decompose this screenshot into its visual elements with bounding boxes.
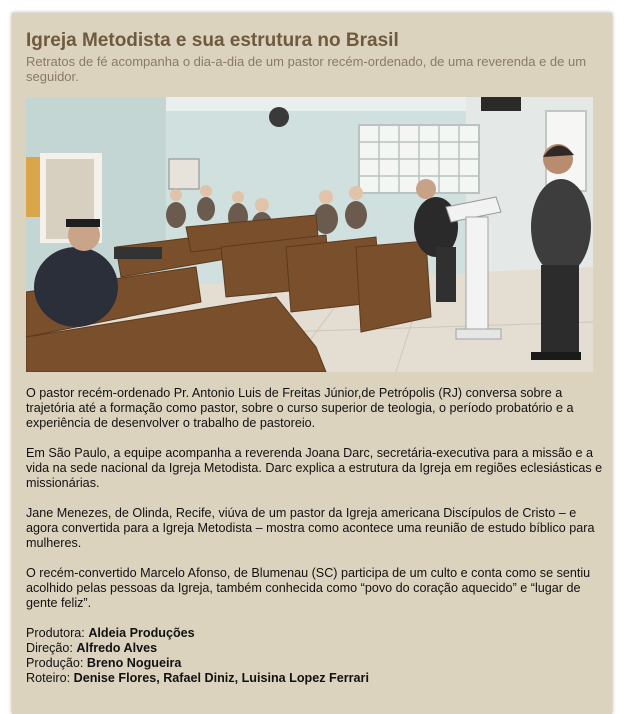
credit-roteiro (26, 671, 606, 686)
credit-label: Produtora: (26, 626, 85, 640)
credit-producao (26, 656, 606, 671)
credit-value: Breno Nogueira (86, 656, 182, 670)
credit-label: Roteiro: (26, 671, 71, 685)
credits-list (26, 626, 606, 686)
credit-value: Denise Flores, Rafael Diniz, Luisina Lopez Ferrari (73, 671, 369, 685)
church-meeting-photo (26, 97, 593, 372)
paragraph-reverenda: Em São Paulo, a equipe acompanha a reverenda Joana Darc, secretária-executiva para a missão e a vida na sede nacional da Igreja Metodista. Darc explica a estrutura da Igreja em regiões eclesiásticas e missionárias. (26, 446, 603, 490)
article-body (26, 386, 606, 686)
article-title: Igreja Metodista e sua estrutura no Brasil (26, 30, 399, 51)
article-card (12, 13, 612, 714)
credit-direcao (26, 641, 606, 656)
credit-value: Alfredo Alves (76, 641, 158, 655)
paragraph-jane: Jane Menezes, de Olinda, Recife, viúva de um pastor da Igreja americana Discípulos de Cristo – e agora convertida para a Igreja Metodista – mostra como acontece uma reunião de estudo bíblico para mulheres. (26, 506, 595, 550)
paragraph-marcelo: O recém-convertido Marcelo Afonso, de Blumenau (SC) participa de um culto e conta como se sentiu acolhido pelas pessoas da Igreja, também conhecida como “povo do coração aquecido” e “lugar de gente feliz”. (26, 566, 591, 610)
credit-label: Produção: (26, 656, 84, 670)
credit-value: Aldeia Produções (88, 626, 195, 640)
paragraph-pastor: O pastor recém-ordenado Pr. Antonio Luis de Freitas Júnior,de Petrópolis (RJ) conversa sobre a trajetória até a formação como pastor, sobre o curso superior de teologia, o período probatório e a experiência de desenvolver o trabalho de pastoreio. (26, 386, 574, 430)
credit-produtora (26, 626, 606, 641)
credit-label: Direção: (26, 641, 73, 655)
article-subtitle: Retratos de fé acompanha o dia-a-dia de um pastor recém-ordenado, de uma reverenda e de um seguidor. (26, 54, 587, 84)
